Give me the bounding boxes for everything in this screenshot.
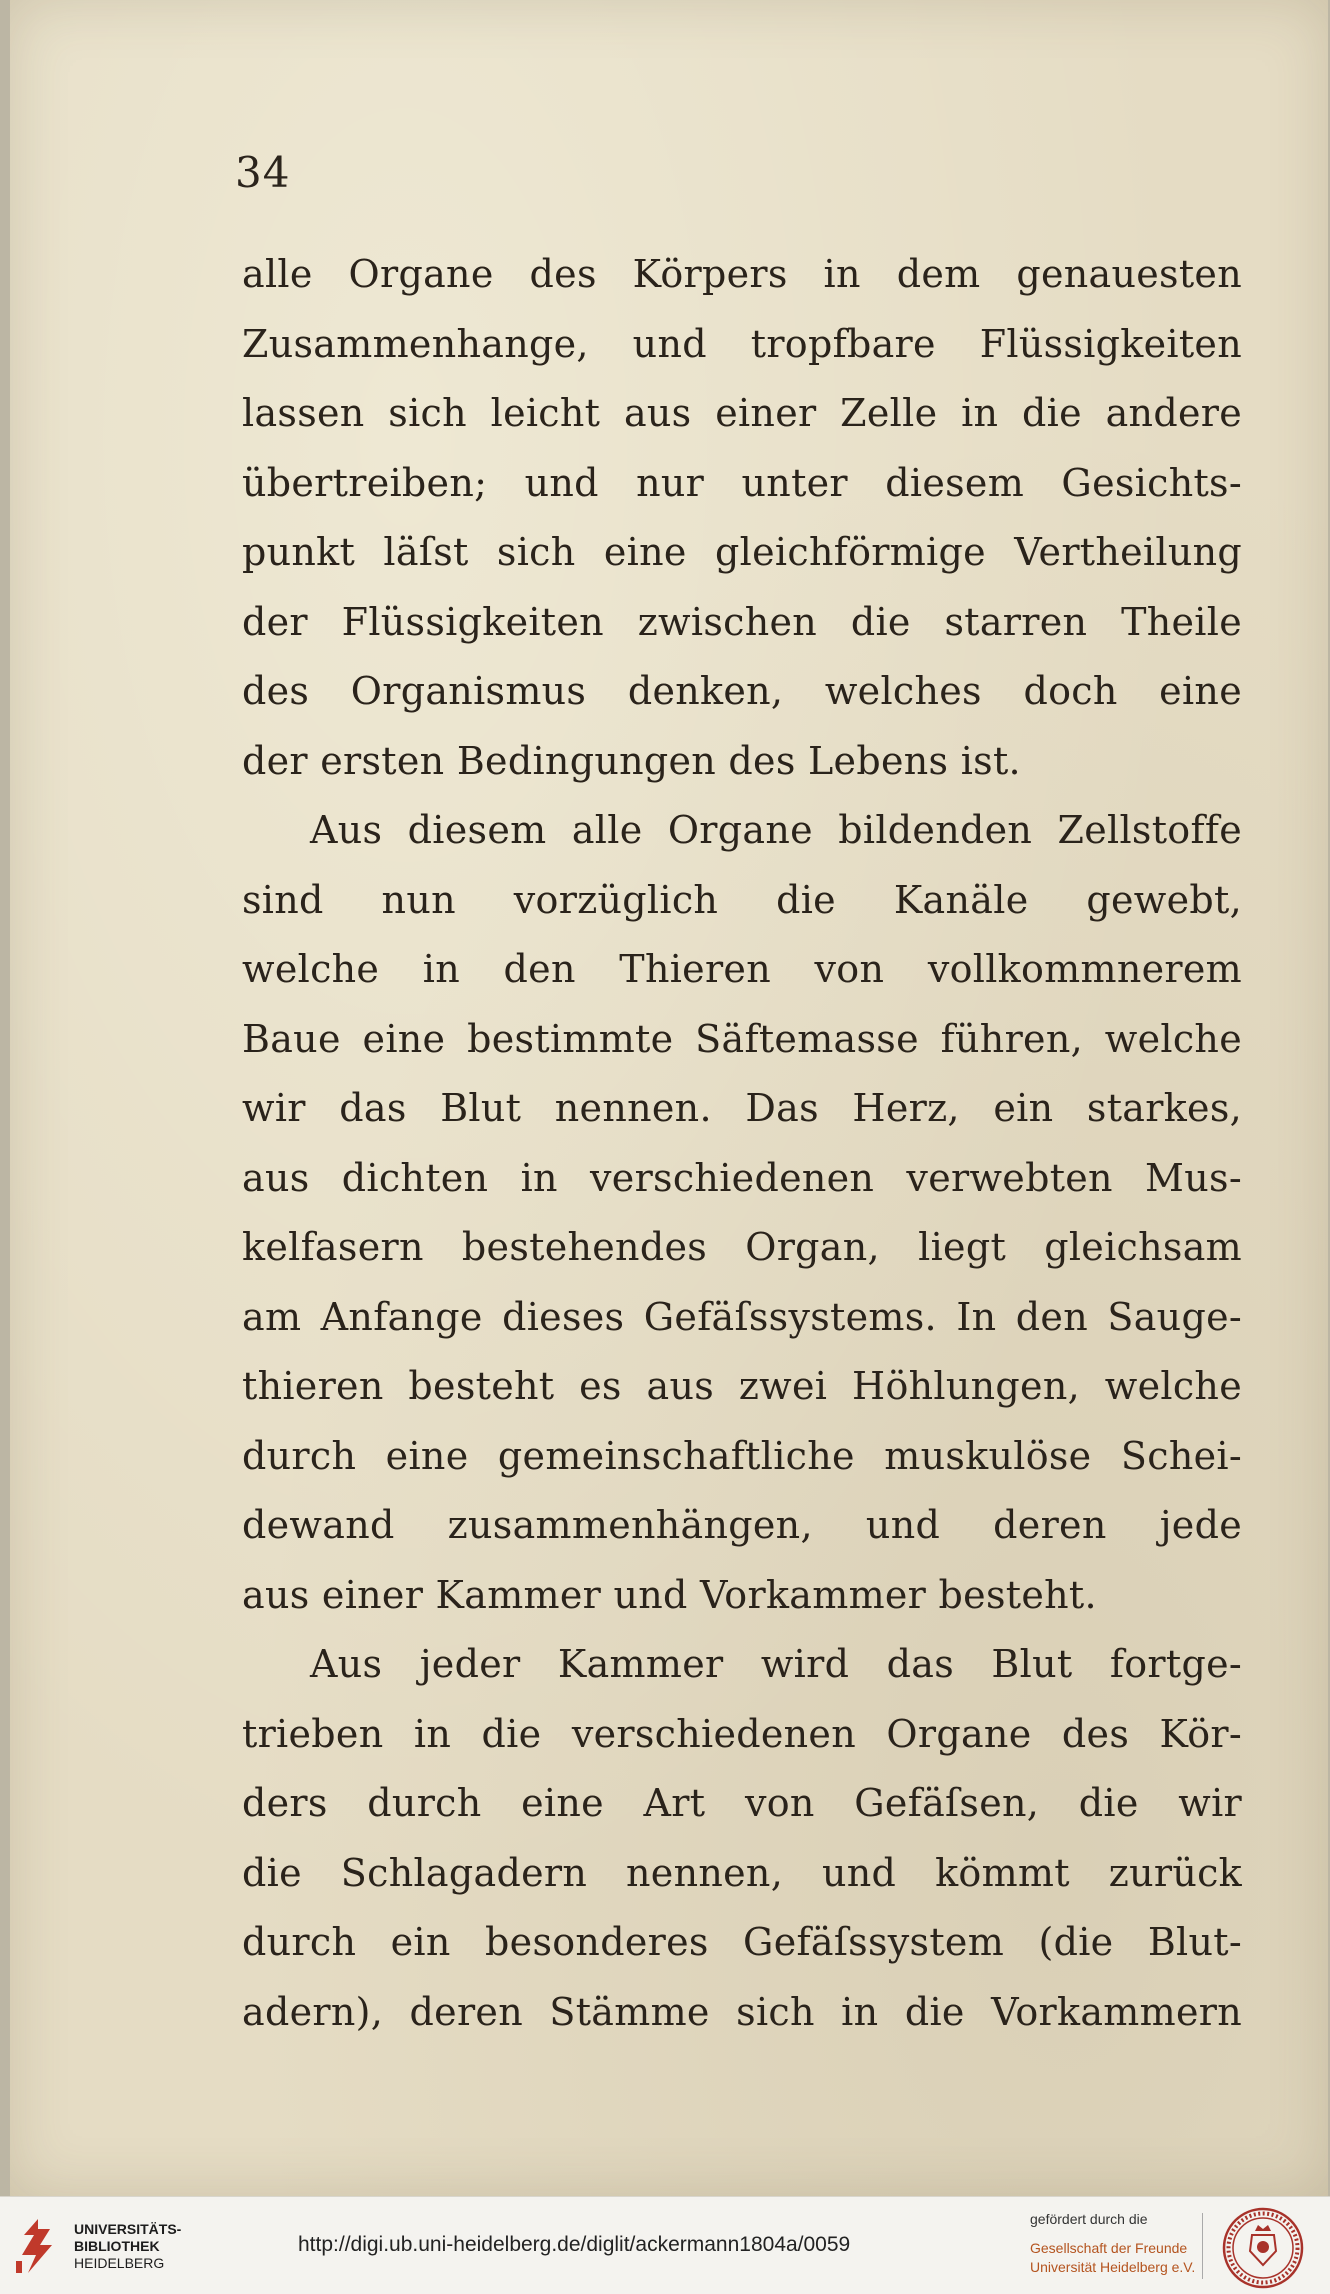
- text-line: dewand zusammenhängen, und deren jede: [242, 1503, 1242, 1547]
- text-line: durch eine gemeinschaftliche muskulöse Schei-: [242, 1433, 1242, 1478]
- text-line: punkt läſst sich eine gleichförmige Vertheilung: [242, 530, 1242, 574]
- sponsor-name-line: Universität Heidelberg e.V.: [1030, 2259, 1196, 2275]
- text-line: ders durch eine Art von Gefäſsen, die wir: [242, 1781, 1242, 1825]
- text-line: Zusammenhange, und tropfbare Flüssigkeiten: [242, 321, 1242, 366]
- text-line: Baue eine bestimmte Säftemasse führen, welche: [242, 1016, 1242, 1061]
- library-name-line: UNIVERSITÄTS-: [74, 2221, 182, 2237]
- text-line: lassen sich leicht aus einer Zelle in die andere: [242, 391, 1242, 435]
- permalink-url[interactable]: http://digi.ub.uni-heidelberg.de/diglit/ackermann1804a/0059: [298, 2233, 851, 2256]
- sponsor-label: gefördert durch die: [1030, 2211, 1148, 2227]
- text-line: des Organismus denken, welches doch eine: [242, 669, 1242, 713]
- paragraph-1: [242, 240, 1242, 796]
- text-line: alle Organe des Körpers in dem genauesten: [242, 252, 1242, 296]
- text-line: die Schlagadern nennen, und kömmt zurück: [242, 1850, 1242, 1895]
- text-line: kelfasern bestehendes Organ, liegt gleichsam: [242, 1225, 1242, 1269]
- library-name-line: HEIDELBERG: [74, 2255, 165, 2271]
- paragraph-3: [242, 1630, 1242, 2047]
- sponsor-name: [1030, 2239, 1195, 2277]
- text-line: sind nun vorzüglich die Kanäle gewebt,: [242, 877, 1242, 922]
- library-name-line: BIBLIOTHEK: [74, 2238, 160, 2254]
- body-text: [242, 240, 1242, 2047]
- text-line: der Flüssigkeiten zwischen die starren Theile: [242, 599, 1242, 644]
- book-page: [10, 0, 1328, 2196]
- text-line: Aus diesem alle Organe bildenden Zellstoffe: [310, 808, 1242, 852]
- page-number: 34: [235, 148, 291, 197]
- text-line: adern), deren Stämme sich in die Vorkammern: [242, 1989, 1242, 2034]
- text-line: aus einer Kammer und Vorkammer besteht.: [242, 1572, 1097, 1617]
- library-name: [74, 2221, 181, 2272]
- text-line: trieben in die verschiedenen Organe des Kör-: [242, 1711, 1242, 1756]
- digitization-footer: [0, 2196, 1330, 2294]
- text-line: am Anfange dieses Gefäſssystems. In den Sauge-: [242, 1294, 1242, 1339]
- text-line: thieren besteht es aus zwei Höhlungen, welche: [242, 1364, 1242, 1408]
- text-line: übertreiben; und nur unter diesem Gesichts-: [242, 460, 1242, 505]
- text-line: der ersten Bedingungen des Lebens ist.: [242, 738, 1021, 783]
- footer-divider: [1202, 2213, 1203, 2279]
- sponsor-name-line: Gesellschaft der Freunde: [1030, 2240, 1188, 2256]
- text-line: welche in den Thieren von vollkommnerem: [242, 947, 1242, 991]
- text-line: aus dichten in verschiedenen verwebten Mus-: [242, 1155, 1242, 1200]
- text-line: durch ein besonderes Gefäſssystem (die Blut-: [242, 1920, 1242, 1964]
- university-seal-icon: [1222, 2207, 1304, 2289]
- text-line: Aus jeder Kammer wird das Blut fortge-: [310, 1642, 1242, 1686]
- paragraph-2: [242, 796, 1242, 1630]
- text-line: wir das Blut nennen. Das Herz, ein starkes,: [242, 1086, 1242, 1130]
- library-logo-icon: [14, 2215, 62, 2277]
